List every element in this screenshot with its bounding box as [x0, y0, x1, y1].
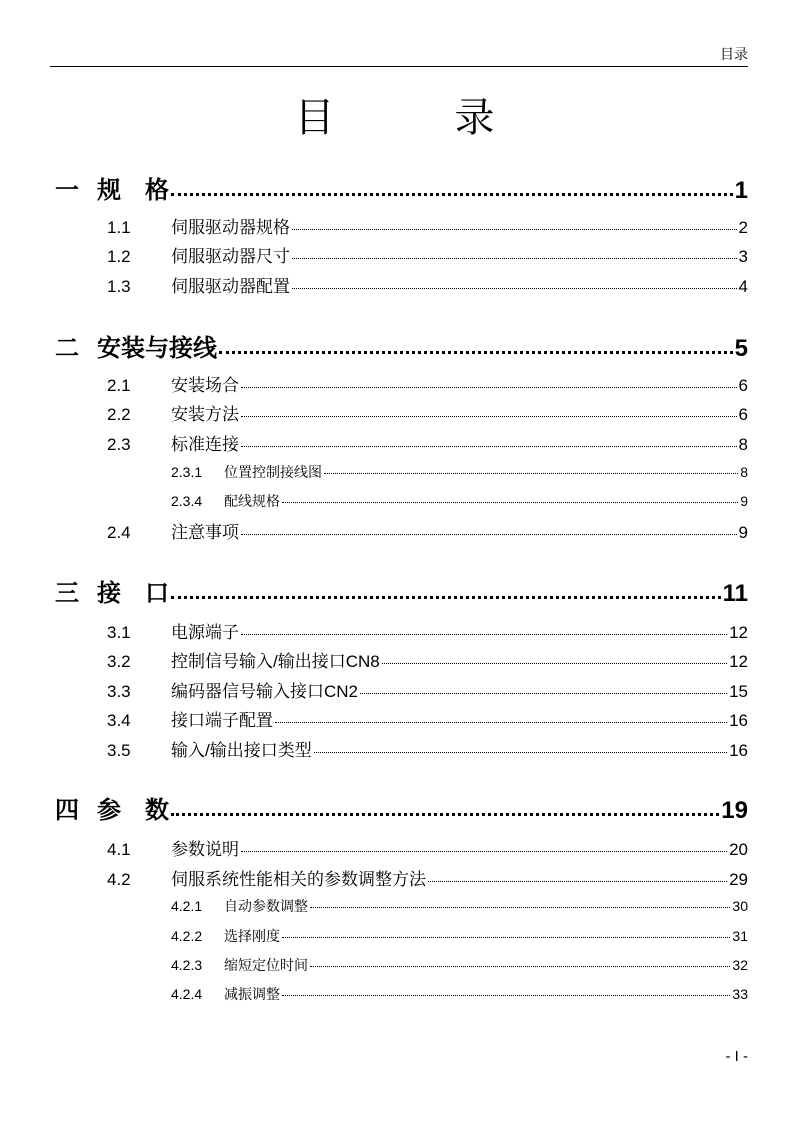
toc-entry-title: 伺服驱动器配置 [171, 277, 290, 296]
dot-leader [241, 446, 737, 447]
toc-entry-page: 9 [738, 523, 748, 542]
dot-leader [360, 693, 727, 694]
dot-leader [292, 258, 737, 259]
dot-leader [292, 229, 737, 230]
toc-entry-page: 6 [738, 405, 748, 424]
toc-entry-title: 安装与接线 [97, 335, 217, 362]
toc-entry-number: 3.3 [107, 682, 131, 701]
toc-entry[interactable] [0, 400, 748, 425]
dot-leader [282, 995, 730, 996]
toc-entry-title: 安装场合 [171, 376, 239, 395]
toc-entry-title: 规 格 [97, 177, 169, 204]
toc-entry-number: 3.2 [107, 652, 131, 671]
toc-entry[interactable] [0, 926, 748, 946]
toc-entry-page: 30 [732, 898, 748, 914]
toc-entry-title: 标准连接 [171, 435, 239, 454]
dot-leader [171, 596, 721, 599]
toc-entry-number: 4.2.2 [171, 928, 203, 944]
toc-entry-page: 32 [732, 957, 748, 973]
toc-entry-page: 1 [734, 177, 748, 204]
toc-entry[interactable] [0, 462, 748, 482]
toc-entry-title: 缩短定位时间 [224, 957, 308, 973]
toc-entry-number: 一 [55, 177, 79, 204]
dot-leader [310, 907, 730, 908]
toc-entry-page: 19 [721, 797, 748, 824]
dot-leader [282, 502, 738, 503]
dot-leader [241, 387, 737, 388]
toc-entry-title: 伺服驱动器规格 [171, 218, 290, 237]
toc-entry-number: 2.3.1 [171, 464, 203, 480]
dot-leader [241, 416, 737, 417]
toc-entry-title: 注意事项 [171, 523, 239, 542]
toc-entry-number: 3.5 [107, 741, 131, 760]
toc-entry-title: 控制信号输入/输出接口CN8 [171, 652, 380, 671]
toc-entry-title: 参数说明 [171, 840, 239, 859]
toc-entry[interactable] [0, 896, 748, 916]
toc-entry-page: 5 [734, 335, 748, 362]
toc-entry-number: 1.1 [107, 218, 131, 237]
dot-leader [241, 634, 727, 635]
toc-entry-page: 33 [732, 986, 748, 1002]
toc-entry[interactable] [0, 647, 748, 672]
toc-entry-number: 1.3 [107, 277, 131, 296]
toc-entry-number: 2.3 [107, 435, 131, 454]
toc-entry-page: 16 [729, 711, 748, 730]
toc-entry-title: 接 口 [97, 580, 169, 607]
toc-entry-title: 编码器信号输入接口CN2 [171, 682, 359, 701]
toc-entry-title: 参 数 [97, 797, 169, 824]
toc-entry-title: 电源端子 [171, 623, 239, 642]
toc-entry[interactable] [0, 272, 748, 297]
toc-entry-number: 2.1 [107, 376, 131, 395]
toc-entry[interactable] [0, 677, 748, 702]
toc-entry-number: 二 [55, 335, 79, 362]
dot-leader [292, 288, 737, 289]
toc-entry-page: 20 [729, 840, 748, 859]
toc-entry-number: 3.4 [107, 711, 131, 730]
toc-entry-page: 12 [729, 623, 748, 642]
toc-entry[interactable] [0, 955, 748, 975]
toc-entry-page: 31 [732, 928, 748, 944]
toc-entry-title: 减振调整 [224, 986, 280, 1002]
toc-entry-page: 8 [738, 435, 748, 454]
toc-entry-number: 四 [55, 797, 79, 824]
toc-entry[interactable] [0, 573, 748, 608]
toc-entry[interactable] [0, 371, 748, 396]
toc-entry[interactable] [0, 328, 748, 363]
page-title: 目 录 [294, 95, 535, 141]
toc-entry-page: 9 [740, 493, 748, 509]
toc-entry[interactable] [0, 213, 748, 238]
toc-entry-number: 2.3.4 [171, 493, 203, 509]
dot-leader [314, 752, 727, 753]
toc-entry-page: 8 [740, 464, 748, 480]
toc-entry-page: 6 [738, 376, 748, 395]
dot-leader [428, 881, 727, 882]
dot-leader [171, 813, 719, 816]
toc-entry-number: 4.2.4 [171, 986, 203, 1002]
toc-entry-page: 11 [722, 580, 748, 607]
toc-entry-title: 接口端子配置 [171, 711, 273, 730]
dot-leader [171, 193, 733, 196]
toc-entry[interactable] [0, 736, 748, 761]
dot-leader [310, 966, 730, 967]
dot-leader [382, 663, 727, 664]
toc-entry[interactable] [0, 790, 748, 825]
toc-entry[interactable] [0, 242, 748, 267]
toc-entry-page: 3 [738, 247, 748, 266]
toc-entry[interactable] [0, 984, 748, 1004]
toc-entry-title: 伺服驱动器尺寸 [171, 247, 290, 266]
toc-entry-title: 自动参数调整 [224, 898, 308, 914]
dot-leader [275, 722, 727, 723]
dot-leader [219, 351, 733, 354]
toc-entry[interactable] [0, 835, 748, 860]
toc-entry-page: 12 [729, 652, 748, 671]
toc-entry-page: 2 [738, 218, 748, 237]
page-number: - I - [725, 1048, 748, 1065]
toc-entry-number: 4.2 [107, 870, 131, 889]
toc-entry-number: 2.2 [107, 405, 131, 424]
toc-entry[interactable] [0, 491, 748, 511]
header-rule [50, 66, 748, 67]
toc-entry-page: 29 [729, 870, 748, 889]
toc-entry-number: 4.2.1 [171, 898, 203, 914]
toc-entry[interactable] [0, 618, 748, 643]
toc-entry[interactable] [0, 706, 748, 731]
dot-leader [324, 473, 738, 474]
toc-entry-title: 配线规格 [224, 493, 280, 509]
running-header: 目录 [720, 46, 748, 62]
toc-entry-title: 选择刚度 [224, 928, 280, 944]
toc-entry-title: 安装方法 [171, 405, 239, 424]
dot-leader [241, 851, 727, 852]
dot-leader [241, 534, 737, 535]
toc-entry[interactable] [0, 170, 748, 205]
toc-entry-number: 1.2 [107, 247, 131, 266]
toc-entry[interactable] [0, 865, 748, 890]
toc-entry-title: 输入/输出接口类型 [171, 741, 312, 760]
toc-entry-page: 15 [729, 682, 748, 701]
toc-entry-title: 位置控制接线图 [224, 464, 322, 480]
toc-entry-number: 4.1 [107, 840, 131, 859]
toc-entry-number: 2.4 [107, 523, 131, 542]
toc-entry-number: 4.2.3 [171, 957, 203, 973]
toc-entry[interactable] [0, 430, 748, 455]
toc-entry[interactable] [0, 518, 748, 543]
toc-entry-title: 伺服系统性能相关的参数调整方法 [171, 870, 426, 889]
toc-entry-page: 16 [729, 741, 748, 760]
dot-leader [282, 937, 730, 938]
toc-entry-page: 4 [738, 277, 748, 296]
toc-entry-number: 3.1 [107, 623, 131, 642]
toc-entry-number: 三 [55, 580, 79, 607]
